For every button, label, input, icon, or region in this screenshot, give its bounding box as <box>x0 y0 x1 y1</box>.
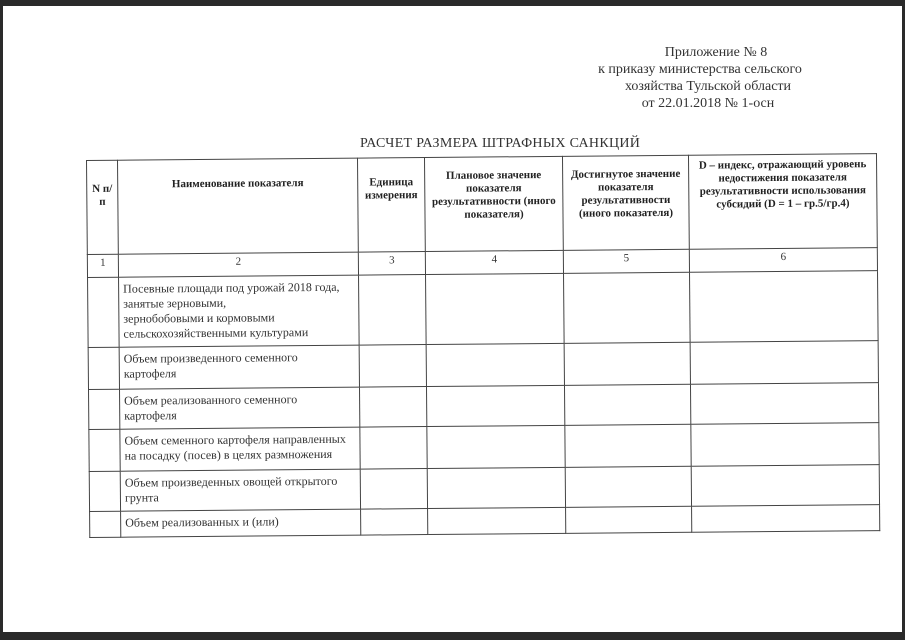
row-number-cell <box>89 389 120 429</box>
col-header-actual: Достигнутое значение показателя результативности (иного показателя) <box>562 155 689 250</box>
col-number: 2 <box>118 252 358 277</box>
header-row <box>87 154 878 255</box>
col-header-unit: Единица измерения <box>357 158 425 253</box>
table-row <box>89 423 879 472</box>
indicator-name-cell <box>121 509 361 537</box>
unit-cell <box>359 387 426 428</box>
actual-cell <box>565 424 691 467</box>
plan-cell <box>427 425 565 468</box>
actual-cell <box>566 506 692 533</box>
order-date: от 22.01.2018 № 1-осн <box>641 96 775 111</box>
sanctions-table <box>86 153 880 538</box>
plan-cell <box>428 507 566 534</box>
table-row <box>88 271 879 348</box>
table-row <box>90 505 880 538</box>
plan-cell <box>427 467 565 508</box>
unit-cell <box>360 427 427 470</box>
unit-cell <box>360 469 427 510</box>
scan-edge-bottom <box>0 632 905 640</box>
indicator-name-cell <box>120 427 360 471</box>
indicator-name-cell <box>120 387 360 429</box>
col-header-number: N п/п <box>87 160 119 254</box>
indicator-name: Объем произведенных овощей открытого грунта <box>124 473 338 505</box>
col-header-index: D – индекс, отражающий уровень недостижения показателя результативности использования субсидий (D = 1 – гр.5/гр.4) <box>688 154 877 250</box>
table-row <box>89 383 879 430</box>
sanctions-table-wrap <box>86 153 879 538</box>
col-number: 3 <box>358 252 425 276</box>
row-number-cell <box>89 471 120 511</box>
indicator-name: Объем реализованных и (или) <box>125 514 279 530</box>
unit-cell <box>361 509 428 536</box>
col-number: 4 <box>425 250 563 274</box>
col-header-name: Наименование показателя <box>118 158 359 254</box>
plan-cell <box>426 343 564 386</box>
table-row <box>89 465 879 512</box>
actual-cell <box>564 272 691 343</box>
indicator-name-cell <box>120 469 360 511</box>
actual-cell <box>564 384 690 425</box>
actual-cell <box>565 466 691 507</box>
document-title: РАСЧЕТ РАЗМЕРА ШТРАФНЫХ САНКЦИЙ <box>360 136 641 151</box>
indicator-name-cell <box>119 345 359 389</box>
indicator-name: Объем произведенного семенного картофеля <box>123 350 298 381</box>
scan-edge-left <box>0 0 3 640</box>
col-number: 6 <box>689 248 877 273</box>
unit-cell <box>359 275 427 346</box>
index-cell <box>690 271 879 343</box>
index-cell <box>690 383 878 425</box>
ministry-name: хозяйства Тульской области <box>624 79 792 94</box>
row-number-cell <box>88 347 119 389</box>
order-reference: к приказу министерства сельского <box>598 62 802 77</box>
plan-cell <box>426 273 565 344</box>
index-cell <box>691 465 879 507</box>
unit-cell <box>359 345 426 388</box>
row-number-cell <box>89 429 120 471</box>
table-row <box>88 341 878 390</box>
index-cell <box>690 341 878 385</box>
scan-edge-top <box>0 0 905 6</box>
col-header-plan: Плановое значение показателя результативности (иного показателя) <box>424 156 563 251</box>
row-number-cell <box>88 277 120 347</box>
col-number: 5 <box>563 249 689 273</box>
appendix-number: Приложение № 8 <box>664 45 768 60</box>
appendix-header <box>560 44 840 112</box>
actual-cell <box>564 342 690 385</box>
indicator-name: Посевные площади под урожай 2018 года, занятые зерновыми, зернобобовыми и кормовыми сельскохозяйственными культурами <box>123 279 340 341</box>
indicator-name: Объем реализованного семенного картофеля <box>124 392 298 423</box>
col-number: 1 <box>87 254 118 277</box>
row-number-cell <box>90 511 121 537</box>
plan-cell <box>426 385 564 426</box>
indicator-name-cell <box>119 275 360 347</box>
index-cell <box>691 423 879 467</box>
index-cell <box>692 505 880 533</box>
indicator-name: Объем семенного картофеля направленных на посадку (посев) в целях размножения <box>124 431 346 463</box>
